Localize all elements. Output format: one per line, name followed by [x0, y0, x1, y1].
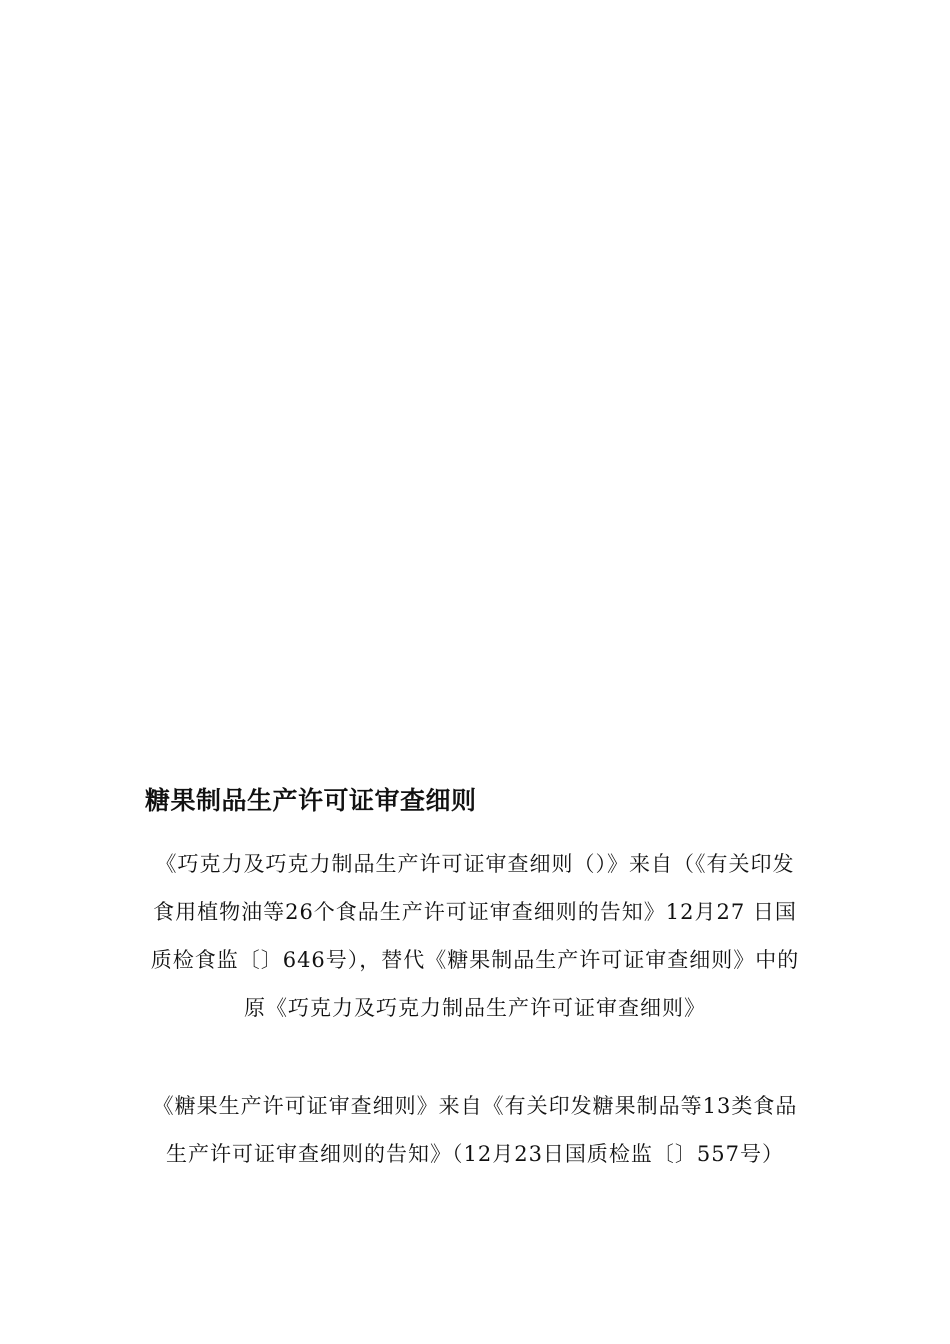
paragraph-candy-rules: 《糖果生产许可证审查细则》来自《有关印发糖果制品等13类食品生产许可证审查细则的告知》（12月23日国质检监〔〕557号）: [152, 1094, 798, 1166]
paragraph-chocolate-rules: 《巧克力及巧克力制品生产许可证审查细则（）》来自（《有关印发食用植物油等26个食品生产许可证审查细则的告知》12月27 日国质检食监〔〕646号），替代《糖果制品生产许可证审查细则》中的原《巧克力及巧克力制品生产许可证审查细则》: [150, 852, 800, 1020]
document-title: 糖果制品生产许可证审查细则: [145, 786, 477, 815]
